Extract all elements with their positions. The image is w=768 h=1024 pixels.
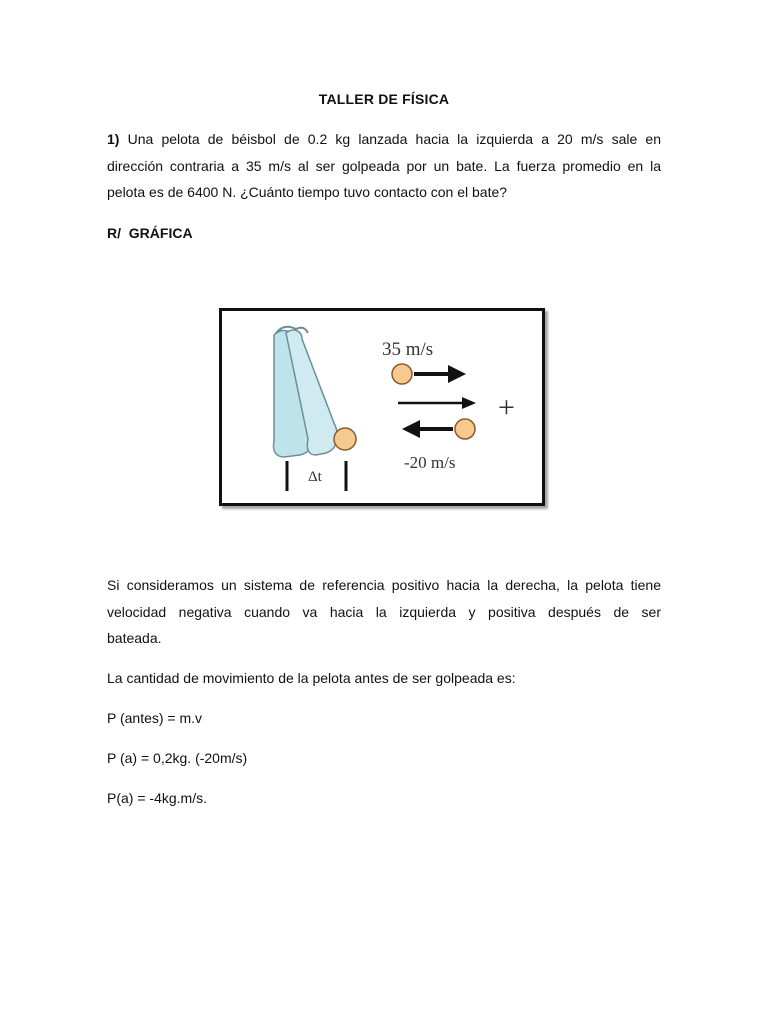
physics-diagram [219, 308, 545, 506]
velocity-label-top: 35 m/s [382, 339, 434, 360]
problem-line-1: 1) Una pelota de béisbol de 0.2 kg lanzada hacia la izquierda a 20 m/s sale en [107, 131, 661, 147]
problem-number: 1) [107, 131, 120, 147]
equation-1: P (antes) = m.v [107, 710, 203, 726]
problem-line-2: dirección contraria a 35 m/s al ser golpeada por un bate. La fuerza promedio en la [107, 157, 661, 174]
answer-prefix: R/ [107, 225, 121, 241]
explanation-line-1: Si consideramos un sistema de referencia positivo hacia la derecha, la pelota tiene [107, 577, 661, 593]
ball-at-bat [334, 428, 356, 450]
axis-arrow-head [462, 397, 476, 409]
arrow-outgoing-head [448, 365, 466, 383]
momentum-intro: La cantidad de movimiento de la pelota antes de ser golpeada es: [107, 670, 516, 686]
equation-3: P(a) = -4kg.m/s. [107, 790, 207, 806]
ball-incoming [455, 419, 475, 439]
equation-2: P (a) = 0,2kg. (-20m/s) [107, 750, 248, 766]
explanation-line-2: velocidad negativa cuando va hacia la izquierda y positiva después de ser [107, 603, 661, 620]
ball-outgoing [392, 364, 412, 384]
answer-label: GRÁFICA [128, 225, 193, 241]
arrow-incoming-head [402, 420, 420, 438]
problem-line-3: pelota es de 6400 N. ¿Cuánto tiempo tuvo contacto con el bate? [107, 184, 508, 200]
explanation-line-3: bateada. [107, 630, 162, 646]
diagram-svg [222, 311, 542, 503]
answer-heading [107, 220, 661, 247]
problem-statement [107, 126, 661, 206]
delta-t-label: Δt [308, 469, 322, 485]
velocity-label-bottom: -20 m/s [404, 453, 456, 472]
explanation-paragraph [107, 572, 661, 652]
document-title: TALLER DE FÍSICA [318, 91, 450, 107]
positive-direction-label: + [498, 391, 515, 424]
